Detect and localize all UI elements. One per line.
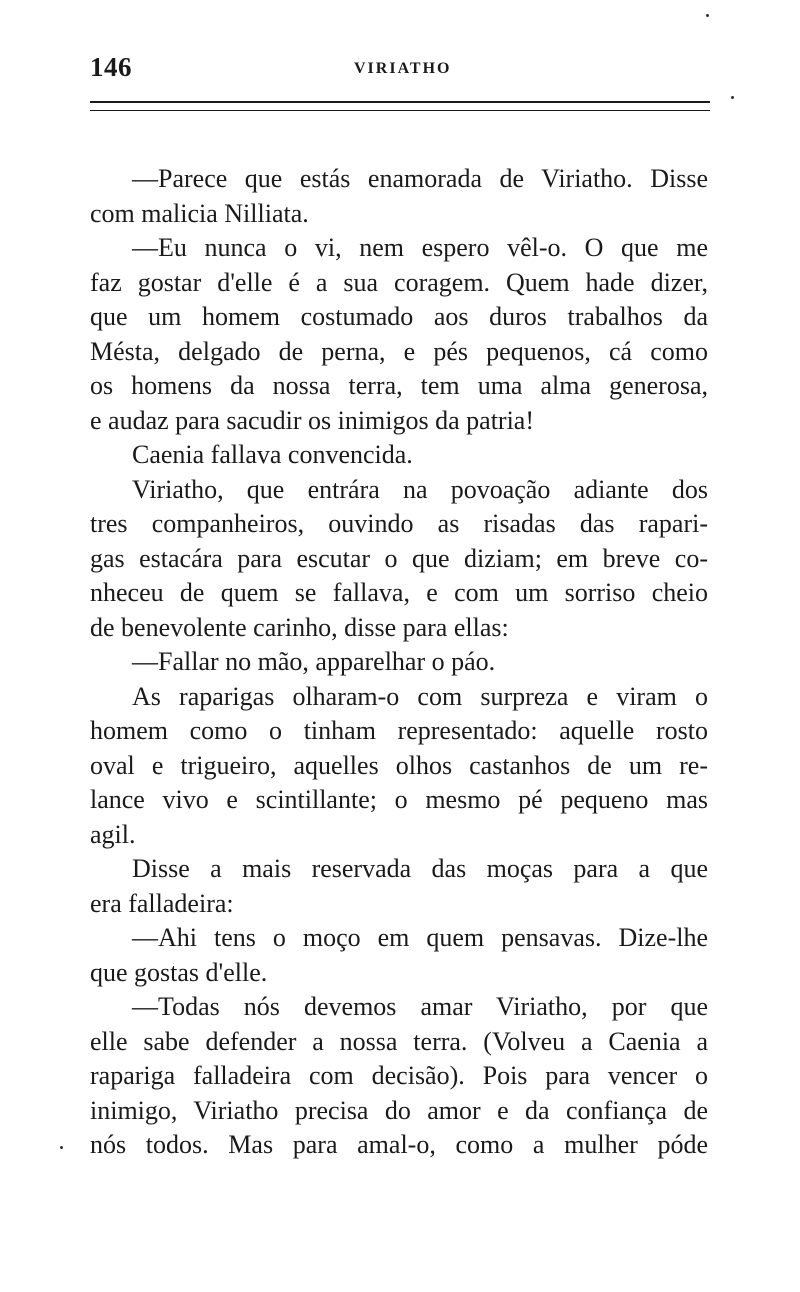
text-line: —Eu nunca o vi, nem espero vêl-o. O que me (132, 233, 708, 262)
text-line: —Todas nós devemos amar Viriatho, por que (132, 992, 708, 1021)
print-speck (731, 96, 734, 99)
text-line: —Parece que estás enamorada de Viriatho. Disse (132, 164, 708, 193)
header-rule-thin (90, 110, 710, 111)
text-line: com malicia Nilliata. (90, 198, 309, 228)
text-line: agil. (90, 819, 136, 849)
text-line: que gostas d'elle. (90, 957, 268, 987)
text-line: faz gostar d'elle é a sua coragem. Quem hade dizer, (90, 267, 708, 297)
text-line: —Fallar no mão, apparelhar o páo. (132, 647, 496, 676)
text-line: oval e trigueiro, aquelles olhos castanhos de um re- (90, 750, 708, 780)
text-line: que um homem costumado aos duros trabalhos da (90, 302, 708, 331)
text-line: rapariga falladeira com decisão). Pois para vencer o (90, 1061, 708, 1090)
page-header (90, 52, 710, 92)
text-line: inimigo, Viriatho precisa do amor e da confiança de (90, 1095, 708, 1125)
text-line: Caenia fallava convencida. (132, 440, 413, 469)
text-line: elle sabe defender a nossa terra. (Volveu a Caenia a (90, 1026, 708, 1056)
text-line: lance vivo e scintillante; o mesmo pé pequeno mas (90, 785, 708, 814)
text-line: era falladeira: (90, 888, 234, 918)
print-speck (60, 1146, 63, 1149)
text-line: Mésta, delgado de perna, e pés pequenos, cá como (90, 336, 708, 366)
header-rule-thick (90, 101, 710, 103)
text-line: tres companheiros, ouvindo as risadas das rapari- (90, 509, 708, 538)
text-line: Disse a mais reservada das moças para a que (132, 854, 708, 883)
text-line: homem como o tinham representado: aquelle rosto (90, 716, 708, 745)
text-line: de benevolente carinho, disse para ellas: (90, 612, 509, 642)
text-line: As raparigas olharam-o com surpreza e viram o (132, 681, 708, 711)
text-line: os homens da nossa terra, tem uma alma generosa, (90, 371, 708, 400)
text-line: nheceu de quem se fallava, e com um sorriso cheio (90, 578, 708, 607)
text-line: nós todos. Mas para amal-o, como a mulher póde (90, 1130, 708, 1159)
page-number: 146 (90, 52, 132, 82)
text-line: —Ahi tens o moço em quem pensavas. Dize-lhe (132, 923, 708, 952)
body-text (90, 162, 708, 1163)
text-line: e audaz para sacudir os inimigos da patria! (90, 405, 534, 435)
text-line: Viriatho, que entrára na povoação adiante dos (132, 474, 708, 504)
running-title: VIRIATHO (354, 60, 452, 77)
print-speck (706, 14, 709, 17)
text-line: gas estacára para escutar o que diziam; em breve co- (90, 543, 708, 573)
